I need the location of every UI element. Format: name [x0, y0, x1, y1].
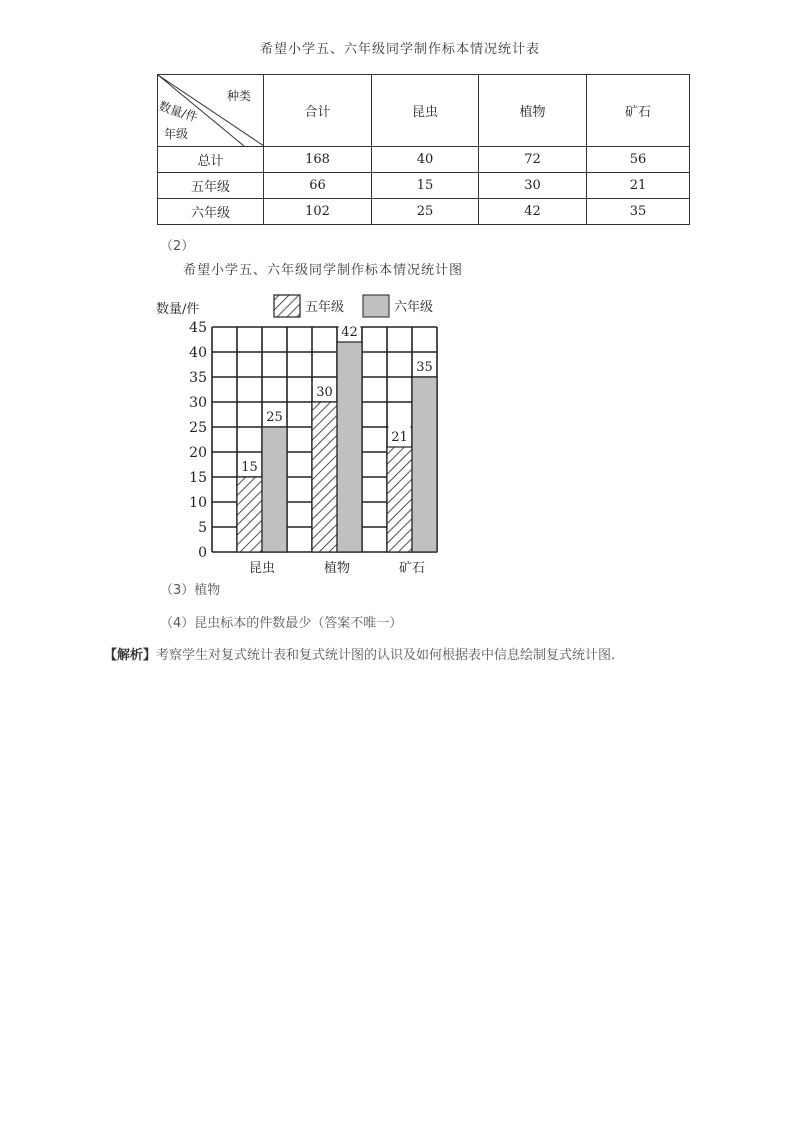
bar-grade5 — [312, 402, 337, 552]
header-grade: 年级 — [164, 127, 189, 141]
data-label: 30 — [316, 385, 333, 400]
y-tick-label: 20 — [189, 445, 207, 461]
legend-label-grade5: 五年级 — [305, 300, 345, 315]
y-tick-label: 40 — [189, 345, 207, 361]
bar-grade5 — [237, 477, 262, 552]
y-tick-label: 45 — [189, 320, 207, 336]
table-cell: 168 — [264, 147, 372, 173]
data-label: 35 — [416, 360, 433, 375]
x-tick-label: 昆虫 — [248, 561, 276, 576]
y-tick-label: 15 — [189, 470, 207, 486]
data-label: 21 — [391, 430, 408, 445]
part2-label: （2） — [160, 239, 195, 254]
y-tick-label: 5 — [198, 520, 207, 536]
header-qty: 数量/件 — [157, 98, 200, 125]
x-tick-label: 植物 — [323, 561, 351, 576]
data-label: 42 — [341, 325, 358, 340]
y-tick-label: 0 — [198, 545, 207, 561]
table-row — [158, 199, 690, 225]
col-header: 植物 — [479, 75, 587, 147]
table-cell: 15 — [372, 173, 479, 199]
answer-3: （3）植物 — [160, 583, 221, 598]
table-cell: 40 — [372, 147, 479, 173]
y-tick-label: 10 — [189, 495, 207, 511]
row-label: 总计 — [158, 147, 264, 173]
legend-swatch-grade5 — [274, 295, 300, 317]
col-header: 矿石 — [587, 75, 690, 147]
bar-grade6 — [262, 427, 287, 552]
table-cell: 25 — [372, 199, 479, 225]
table-cell: 102 — [264, 199, 372, 225]
legend-swatch-grade6 — [363, 295, 389, 317]
analysis-paragraph — [104, 644, 624, 663]
analysis-tag: 【解析】 — [104, 648, 157, 663]
stats-table — [157, 74, 690, 225]
table-cell: 30 — [479, 173, 587, 199]
data-label: 25 — [266, 410, 283, 425]
table-cell: 35 — [587, 199, 690, 225]
x-tick-label: 矿石 — [398, 561, 426, 576]
col-header: 昆虫 — [372, 75, 479, 147]
table-title: 希望小学五、六年级同学制作标本情况统计表 — [259, 42, 540, 57]
y-tick-label: 30 — [189, 395, 207, 411]
answer-4: （4）昆虫标本的件数最少（答案不唯一） — [160, 616, 403, 631]
table-cell: 42 — [479, 199, 587, 225]
diagonal-header-cell — [158, 75, 264, 147]
legend-label-grade6: 六年级 — [394, 300, 434, 315]
table-cell: 72 — [479, 147, 587, 173]
table-cell: 56 — [587, 147, 690, 173]
header-kind: 种类 — [226, 89, 251, 103]
bar-grade5 — [387, 447, 412, 552]
row-label: 六年级 — [158, 199, 264, 225]
bar-grade6 — [337, 342, 362, 552]
col-header: 合计 — [264, 75, 372, 147]
table-cell: 66 — [264, 173, 372, 199]
y-tick-label: 35 — [189, 370, 207, 386]
y-tick-label: 25 — [189, 420, 207, 436]
y-axis-label: 数量/件 — [156, 302, 200, 317]
chart-title: 希望小学五、六年级同学制作标本情况统计图 — [183, 263, 464, 278]
table-cell: 21 — [587, 173, 690, 199]
bar-grade6 — [412, 377, 437, 552]
table-row — [158, 147, 690, 173]
table-row — [158, 173, 690, 199]
row-label: 五年级 — [158, 173, 264, 199]
bar-chart — [150, 285, 480, 585]
analysis-text: 考察学生对复式统计表和复式统计图的认识及如何根据表中信息绘制复式统计图． — [156, 648, 625, 663]
data-label: 15 — [241, 460, 258, 475]
